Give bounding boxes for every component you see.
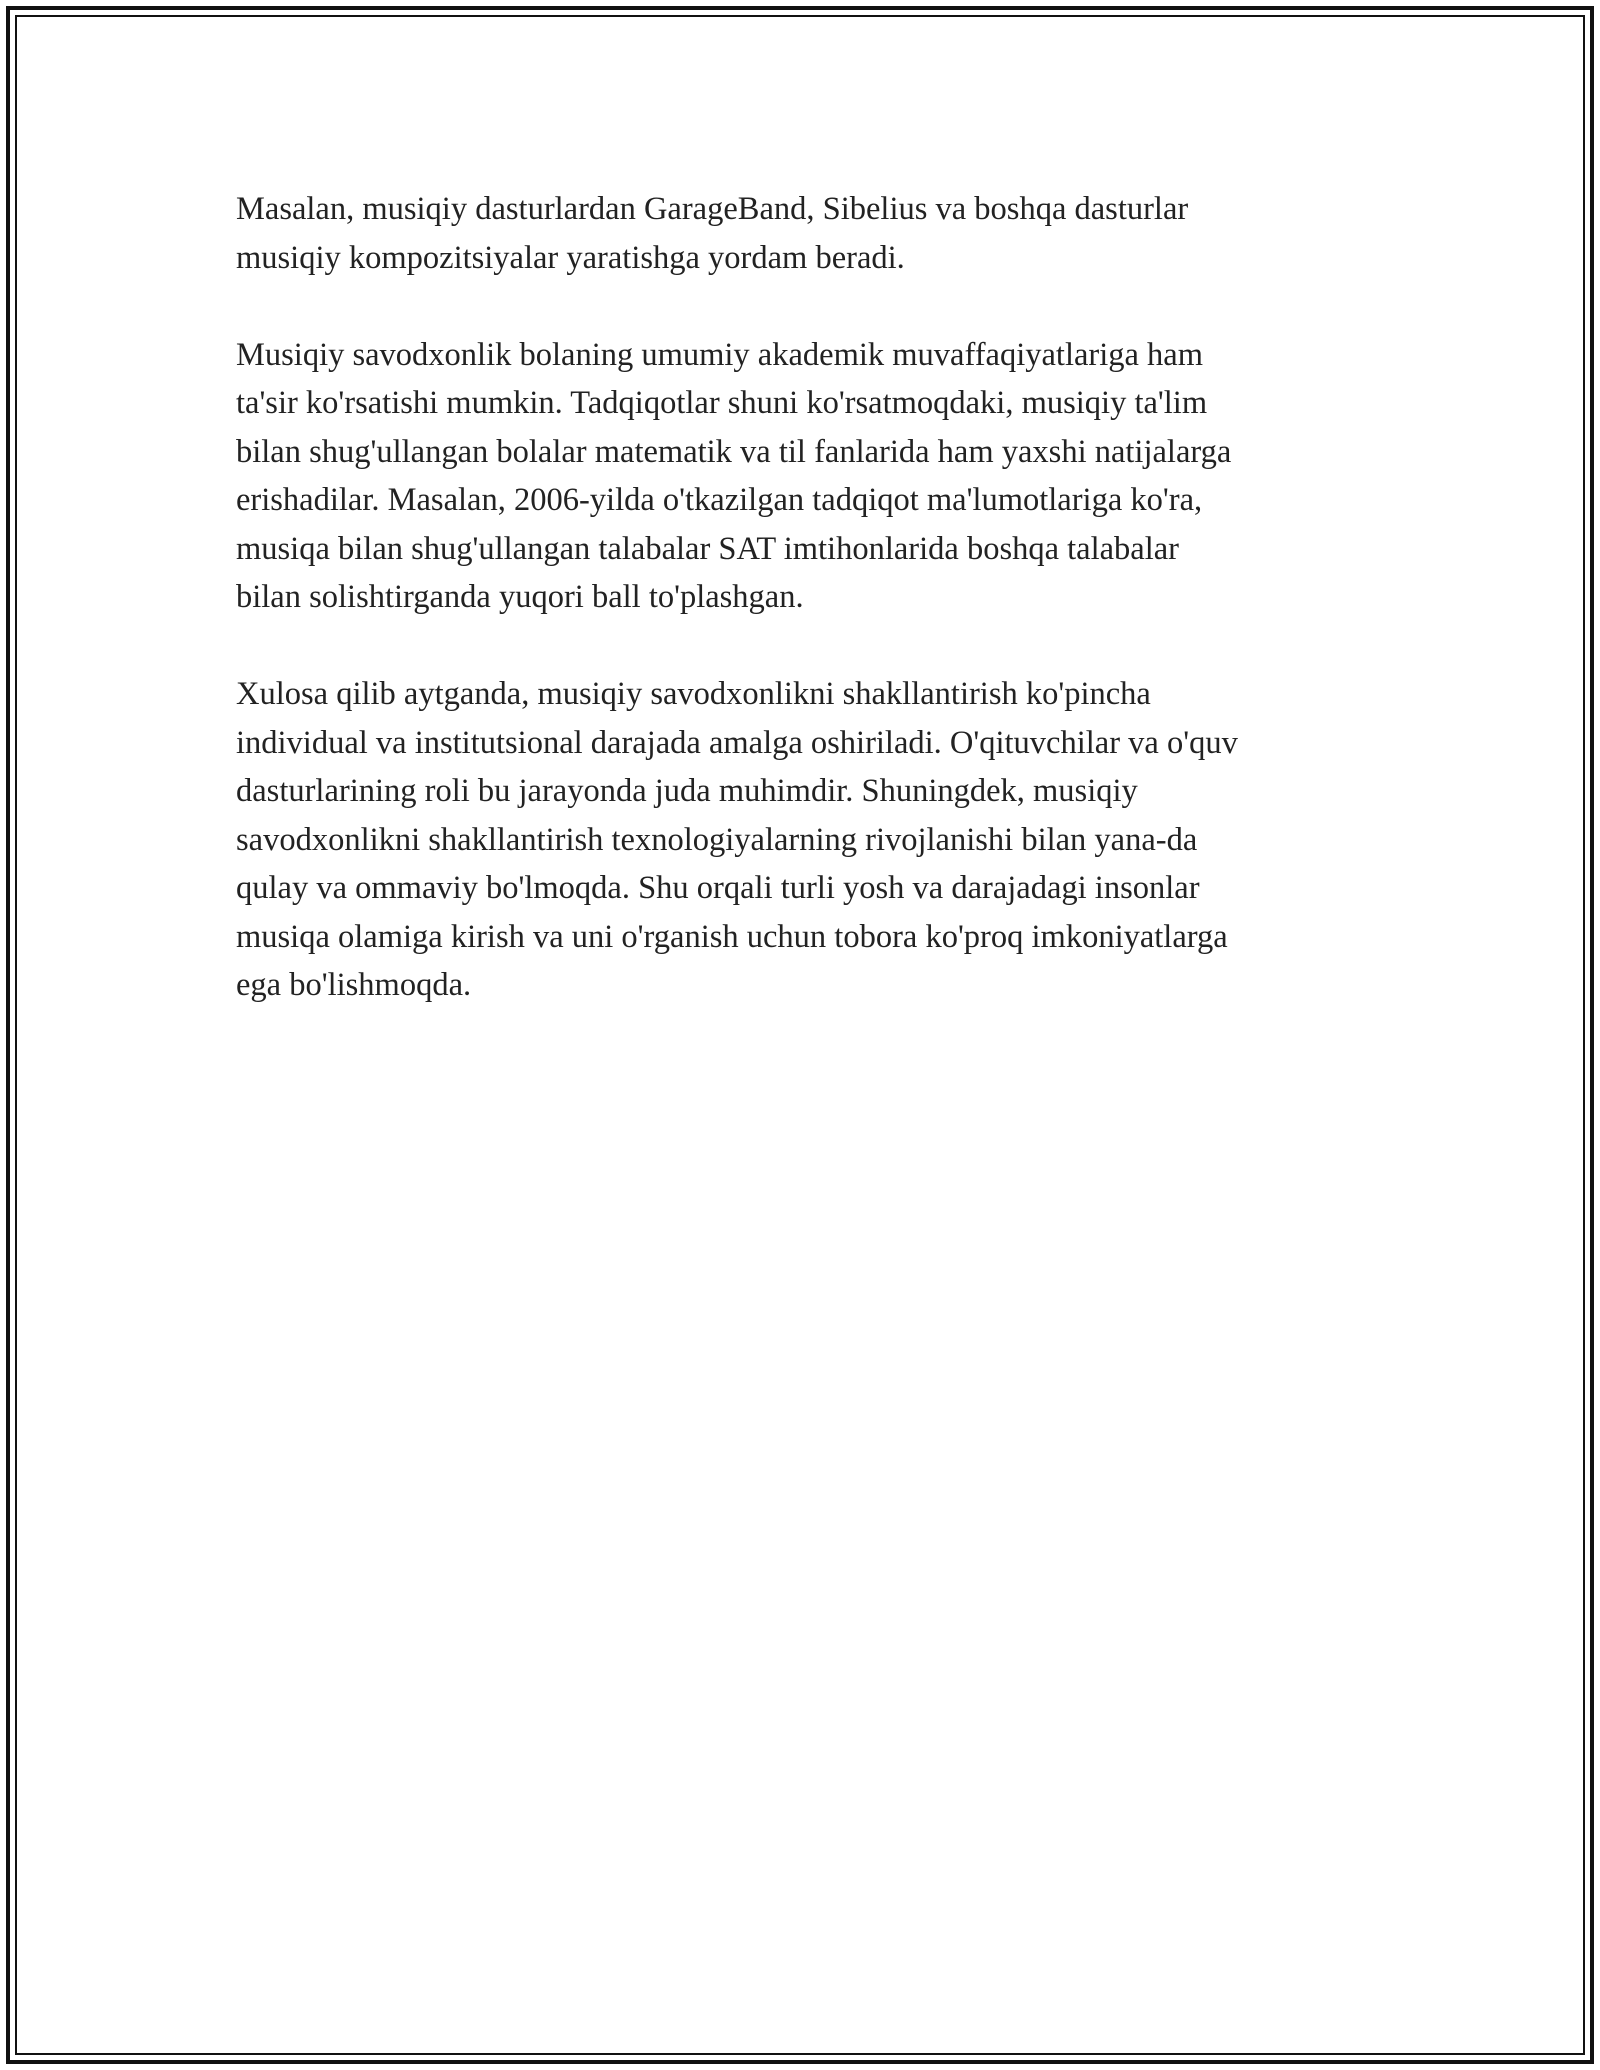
paragraph-academic-impact: Musiqiy savodxonlik bolaning umumiy akademik muvaffaqiyatlariga ham ta'sir ko'rsatishi mumkin. Tadqiqotlar shuni ko'rsatmoqdaki, musiqiy ta'lim bilan shug'ullangan bolalar matematik va til fanlarida ham yaxshi natijalarga erishadilar. Masalan, 2006-yilda o'tkazilgan tadqiqot ma'lumotlariga ko'ra, musiqa bilan shug'ullangan talabalar SAT imtihonlarida boshqa talabalar bilan solishtirganda yuqori ball to'plashgan. bbox=[236, 336, 1232, 615]
document-body bbox=[236, 185, 1386, 1010]
paragraph-conclusion: Xulosa qilib aytganda, musiqiy savodxonlikni shakllantirish ko'pincha individual va institutsional darajada amalga oshiriladi. O'qituvchilar va o'quv dasturlarining roli bu jarayonda juda muhimdir. Shuningdek, musiqiy savodxonlikni shakllantirish texnologiyalarning rivojlanishi bilan yana-da qulay va ommaviy bo'lmoqda. Shu orqali turli yosh va darajadagi insonlar musiqa olamiga kirish va uni o'rganish uchun tobora ko'proq imkoniyatlarga ega bo'lishmoqda. bbox=[236, 676, 1238, 1003]
paragraph-software-examples: Masalan, musiqiy dasturlardan GarageBand, Sibelius va boshqa dasturlar musiqiy kompozitsiyalar yaratishga yordam beradi. bbox=[236, 191, 1189, 276]
